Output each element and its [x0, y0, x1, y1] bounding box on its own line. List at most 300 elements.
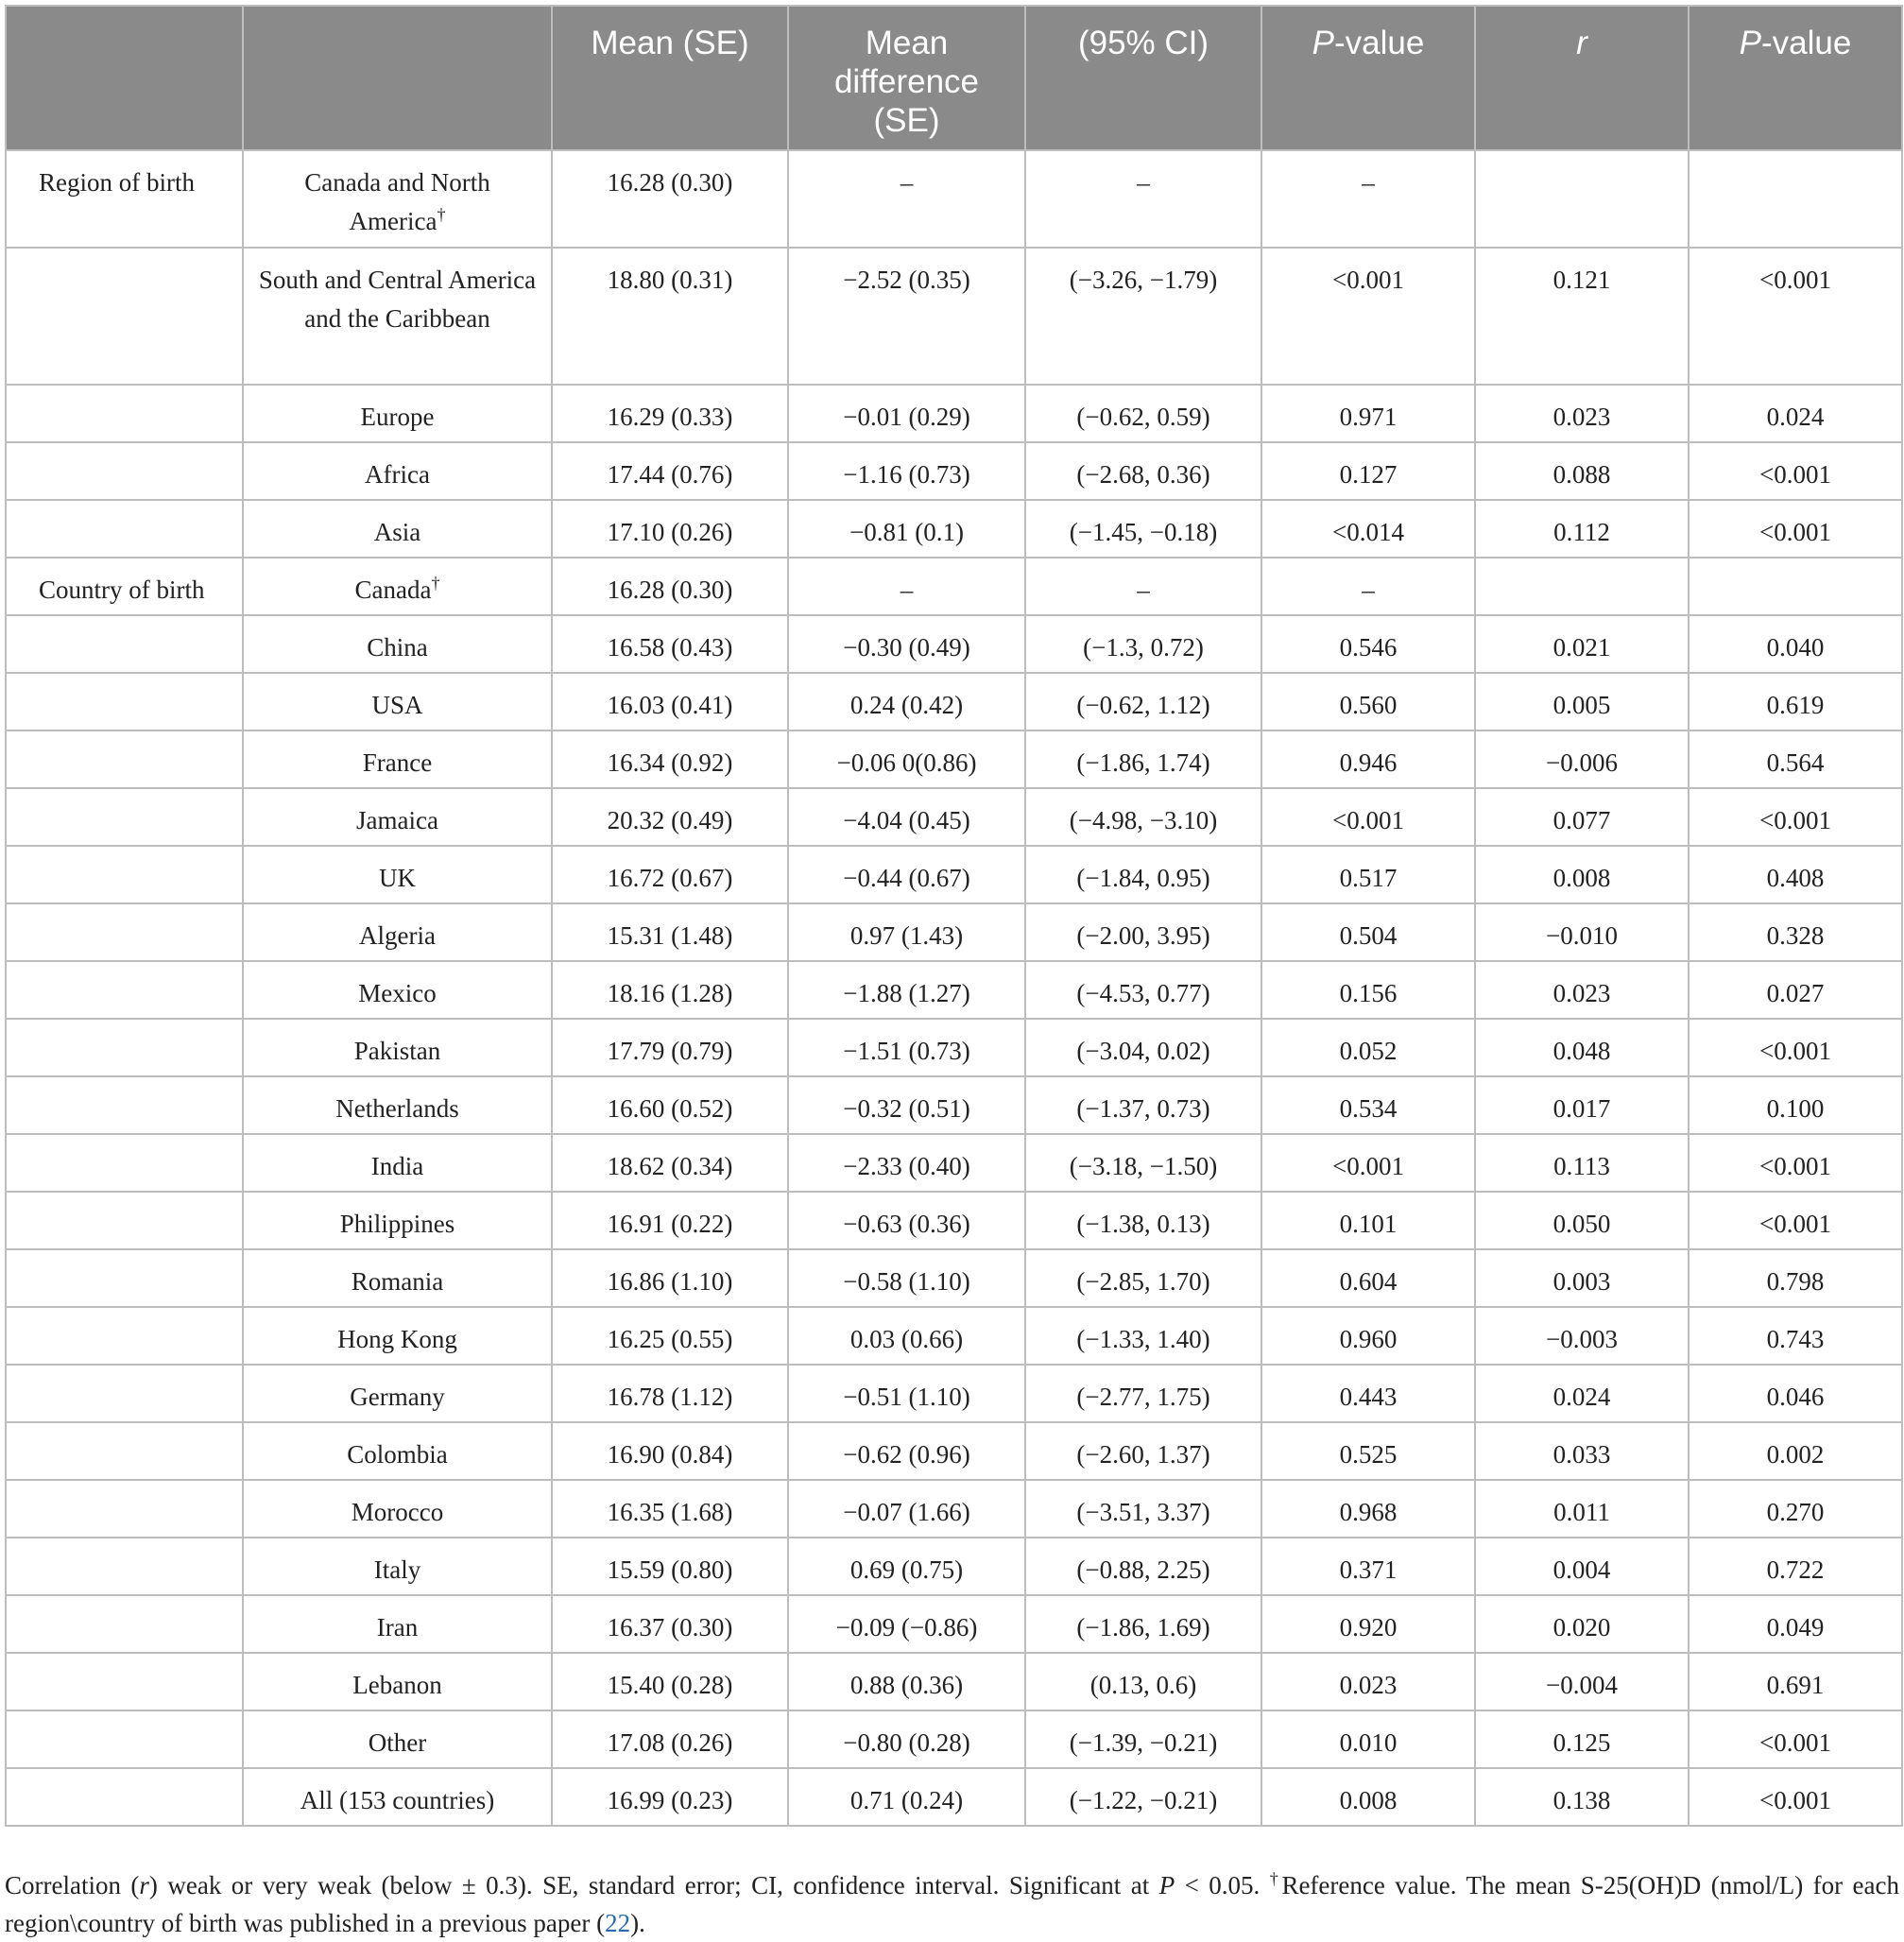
cell-p: 0.971: [1261, 385, 1475, 442]
cell-p: 0.525: [1261, 1422, 1475, 1480]
cell-label: [243, 1249, 552, 1307]
footnote-part5: ).: [630, 1909, 645, 1937]
cell-r: 0.050: [1475, 1192, 1689, 1249]
cell-group: [6, 1710, 243, 1768]
cell-p2: <0.001: [1689, 1768, 1902, 1826]
table-row: [6, 1365, 1902, 1422]
cell-r: 0.005: [1475, 673, 1689, 730]
cell-label: [243, 961, 552, 1019]
cell-r: 0.113: [1475, 1134, 1689, 1192]
cell-r: 0.023: [1475, 385, 1689, 442]
cell-r: [1475, 150, 1689, 248]
cell-ci: (−1.86, 1.69): [1025, 1595, 1261, 1653]
cell-label: [243, 1019, 552, 1076]
reference-dagger: †: [431, 574, 440, 593]
cell-label: [243, 500, 552, 558]
cell-p2: 0.027: [1689, 961, 1902, 1019]
cell-diff: −0.07 (1.66): [788, 1480, 1025, 1538]
cell-r: 0.048: [1475, 1019, 1689, 1076]
cell-p: 0.371: [1261, 1538, 1475, 1595]
cell-r: 0.004: [1475, 1538, 1689, 1595]
cell-r: 0.033: [1475, 1422, 1689, 1480]
header-mean: Mean (SE): [552, 6, 788, 150]
cell-group: [6, 903, 243, 961]
cell-r: [1475, 558, 1689, 615]
cell-mean: 16.37 (0.30): [552, 1595, 788, 1653]
cell-mean: 16.28 (0.30): [552, 558, 788, 615]
cell-mean: 17.08 (0.26): [552, 1710, 788, 1768]
table-row: [6, 1076, 1902, 1134]
cell-diff: −2.33 (0.40): [788, 1134, 1025, 1192]
cell-label: [243, 558, 552, 615]
cell-r: −0.004: [1475, 1653, 1689, 1710]
table-row: [6, 1249, 1902, 1307]
footnote-r: r: [139, 1871, 149, 1899]
cell-ci: (−0.62, 0.59): [1025, 385, 1261, 442]
cell-p: 0.960: [1261, 1307, 1475, 1365]
cell-ci: (−1.38, 0.13): [1025, 1192, 1261, 1249]
cell-diff: 0.71 (0.24): [788, 1768, 1025, 1826]
cell-label: [243, 1538, 552, 1595]
cell-ci: (−3.51, 3.37): [1025, 1480, 1261, 1538]
cell-label: [243, 1307, 552, 1365]
table-row: [6, 1480, 1902, 1538]
header-label: [243, 6, 552, 150]
header-mean-difference-line1: Mean: [865, 25, 949, 61]
cell-p2: <0.001: [1689, 788, 1902, 846]
cell-label-text: Hong Kong: [337, 1325, 457, 1353]
cell-ci: (−1.86, 1.74): [1025, 730, 1261, 788]
cell-label-text: Romania: [351, 1267, 444, 1296]
cell-label: [243, 442, 552, 500]
cell-diff: −0.58 (1.10): [788, 1249, 1025, 1307]
cell-label-text: India: [370, 1152, 424, 1180]
cell-p2: 0.024: [1689, 385, 1902, 442]
table-row: [6, 961, 1902, 1019]
cell-group: [6, 673, 243, 730]
table-row: [6, 385, 1902, 442]
table-row: [6, 248, 1902, 385]
footnote-part4: Reference value. The mean S-25(OH)D (nmol/L) for each region\country of birth was published in a previous paper (: [5, 1871, 1900, 1937]
cell-label-text: USA: [371, 691, 423, 719]
table-row: [6, 673, 1902, 730]
cell-label-text: Mexico: [358, 979, 437, 1007]
cell-label: [243, 1365, 552, 1422]
cell-r: 0.125: [1475, 1710, 1689, 1768]
header-p2-italic: P: [1739, 25, 1762, 61]
cell-p: <0.001: [1261, 248, 1475, 385]
cell-r: −0.006: [1475, 730, 1689, 788]
cell-label-text: Asia: [373, 518, 421, 546]
table-row: [6, 1192, 1902, 1249]
cell-r: 0.021: [1475, 615, 1689, 673]
cell-r: 0.023: [1475, 961, 1689, 1019]
header-p-value-2: [1689, 6, 1902, 150]
cell-mean: 16.34 (0.92): [552, 730, 788, 788]
cell-label-text: Germany: [350, 1383, 445, 1411]
cell-mean: 20.32 (0.49): [552, 788, 788, 846]
cell-ci: (−1.33, 1.40): [1025, 1307, 1261, 1365]
cell-ci: (−2.60, 1.37): [1025, 1422, 1261, 1480]
cell-group: [6, 1076, 243, 1134]
header-p2-suffix: -value: [1761, 25, 1852, 61]
cell-p2: 0.619: [1689, 673, 1902, 730]
cell-p: <0.014: [1261, 500, 1475, 558]
cell-p: 0.052: [1261, 1019, 1475, 1076]
cell-p2: [1689, 558, 1902, 615]
cell-mean: 16.78 (1.12): [552, 1365, 788, 1422]
table-row: [6, 1710, 1902, 1768]
cell-r: 0.077: [1475, 788, 1689, 846]
table-row: [6, 846, 1902, 903]
cell-label-text: Canada: [354, 576, 432, 604]
cell-group: [6, 1019, 243, 1076]
cell-label: [243, 730, 552, 788]
cell-label-text: France: [362, 748, 433, 777]
table-footnote: [5, 1866, 1899, 1942]
cell-mean: 16.60 (0.52): [552, 1076, 788, 1134]
cell-p: 0.504: [1261, 903, 1475, 961]
table-row: [6, 500, 1902, 558]
cell-label-text: Italy: [373, 1555, 421, 1584]
cell-diff: −0.81 (0.1): [788, 500, 1025, 558]
cell-group: Country of birth: [6, 558, 243, 615]
cell-diff: 0.03 (0.66): [788, 1307, 1025, 1365]
table-row: [6, 1538, 1902, 1595]
cell-mean: 16.35 (1.68): [552, 1480, 788, 1538]
cell-p2: 0.722: [1689, 1538, 1902, 1595]
cell-p: 0.008: [1261, 1768, 1475, 1826]
table-row: [6, 558, 1902, 615]
cell-p2: 0.798: [1689, 1249, 1902, 1307]
cell-ci: (−1.84, 0.95): [1025, 846, 1261, 903]
header-row: [6, 6, 1902, 150]
table-row: [6, 1768, 1902, 1826]
cell-diff: −1.88 (1.27): [788, 961, 1025, 1019]
cell-label: [243, 1480, 552, 1538]
cell-p2: 0.564: [1689, 730, 1902, 788]
cell-p: 0.517: [1261, 846, 1475, 903]
table-row: [6, 788, 1902, 846]
table-row: [6, 150, 1902, 248]
cell-label-text: Lebanon: [352, 1671, 442, 1699]
cell-mean: 16.90 (0.84): [552, 1422, 788, 1480]
table-row: [6, 730, 1902, 788]
cell-p: 0.604: [1261, 1249, 1475, 1307]
cell-group: [6, 1307, 243, 1365]
cell-diff: −0.32 (0.51): [788, 1076, 1025, 1134]
cell-ci: (−1.22, −0.21): [1025, 1768, 1261, 1826]
cell-p: 0.946: [1261, 730, 1475, 788]
header-p-value: [1261, 6, 1475, 150]
table-row: [6, 442, 1902, 500]
cell-mean: 17.79 (0.79): [552, 1019, 788, 1076]
cell-group: [6, 1653, 243, 1710]
cell-group: [6, 1538, 243, 1595]
cell-r: −0.010: [1475, 903, 1689, 961]
cell-p: 0.010: [1261, 1710, 1475, 1768]
cell-group: Region of birth: [6, 150, 243, 248]
footnote-part1: Correlation (: [5, 1871, 140, 1899]
cell-diff: −1.51 (0.73): [788, 1019, 1025, 1076]
cell-p: 0.156: [1261, 961, 1475, 1019]
cell-label: [243, 903, 552, 961]
cell-label-text: Pakistan: [353, 1037, 441, 1065]
cell-p: 0.968: [1261, 1480, 1475, 1538]
header-r: [1475, 6, 1689, 150]
cell-label: [243, 673, 552, 730]
cell-p2: <0.001: [1689, 1019, 1902, 1076]
cell-p2: 0.046: [1689, 1365, 1902, 1422]
cell-ci: (−3.26, −1.79): [1025, 248, 1261, 385]
cell-label-text: Colombia: [347, 1440, 448, 1469]
cell-label-text: Iran: [376, 1613, 419, 1641]
table-row: [6, 615, 1902, 673]
cell-p2: <0.001: [1689, 248, 1902, 385]
table-body: [6, 150, 1902, 1826]
cell-ci: (−0.62, 1.12): [1025, 673, 1261, 730]
cell-mean: 16.03 (0.41): [552, 673, 788, 730]
cell-diff: −1.16 (0.73): [788, 442, 1025, 500]
cell-diff: 0.97 (1.43): [788, 903, 1025, 961]
cell-ci: (−1.45, −0.18): [1025, 500, 1261, 558]
table-container: [5, 5, 1901, 1827]
header-mean-difference-line2: difference: [833, 63, 980, 100]
cell-r: 0.020: [1475, 1595, 1689, 1653]
cell-group: [6, 961, 243, 1019]
cell-r: 0.003: [1475, 1249, 1689, 1307]
cell-diff: 0.24 (0.42): [788, 673, 1025, 730]
cell-mean: 15.40 (0.28): [552, 1653, 788, 1710]
cell-group: [6, 1134, 243, 1192]
cell-group: [6, 248, 243, 385]
cell-label-text: Netherlands: [335, 1094, 459, 1123]
cell-p: 0.560: [1261, 673, 1475, 730]
cell-p2: 0.040: [1689, 615, 1902, 673]
table-row: [6, 1422, 1902, 1480]
cell-label-text: UK: [379, 864, 416, 892]
cell-p: 0.920: [1261, 1595, 1475, 1653]
table-row: [6, 1307, 1902, 1365]
cell-label: [243, 1653, 552, 1710]
cell-diff: 0.88 (0.36): [788, 1653, 1025, 1710]
cell-label: [243, 615, 552, 673]
cell-ci: –: [1025, 558, 1261, 615]
footnote-part2: ) weak or very weak (below ± 0.3). SE, standard error; CI, confidence interval. Significant at: [148, 1871, 1159, 1899]
cell-group: [6, 1249, 243, 1307]
cell-p: <0.001: [1261, 1134, 1475, 1192]
cell-r: 0.121: [1475, 248, 1689, 385]
cell-p: <0.001: [1261, 788, 1475, 846]
cell-p2: <0.001: [1689, 500, 1902, 558]
cell-mean: 18.80 (0.31): [552, 248, 788, 385]
cell-label-text: Philippines: [339, 1210, 455, 1238]
cell-ci: (−1.37, 0.73): [1025, 1076, 1261, 1134]
cell-group: [6, 615, 243, 673]
cell-p2: 0.743: [1689, 1307, 1902, 1365]
cell-p2: 0.691: [1689, 1653, 1902, 1710]
cell-p2: 0.270: [1689, 1480, 1902, 1538]
cell-r: 0.011: [1475, 1480, 1689, 1538]
cell-mean: 16.58 (0.43): [552, 615, 788, 673]
cell-group: [6, 1768, 243, 1826]
cell-ci: (−1.3, 0.72): [1025, 615, 1261, 673]
cell-label: [243, 248, 552, 385]
cell-p2: <0.001: [1689, 1192, 1902, 1249]
cell-label-line2: America: [349, 207, 437, 235]
header-mean-difference-line3: (SE): [873, 102, 940, 139]
cell-p: 0.023: [1261, 1653, 1475, 1710]
cell-ci: (−2.77, 1.75): [1025, 1365, 1261, 1422]
cell-mean: 16.86 (1.10): [552, 1249, 788, 1307]
header-ci: (95% CI): [1025, 6, 1261, 150]
cell-diff: –: [788, 150, 1025, 248]
table-row: [6, 1134, 1902, 1192]
table-row: [6, 1019, 1902, 1076]
cell-r: 0.024: [1475, 1365, 1689, 1422]
cell-r: 0.138: [1475, 1768, 1689, 1826]
cell-p2: <0.001: [1689, 1710, 1902, 1768]
table-row: [6, 903, 1902, 961]
cell-mean: 18.16 (1.28): [552, 961, 788, 1019]
table-row: [6, 1653, 1902, 1710]
reference-link[interactable]: 22: [605, 1909, 631, 1937]
cell-p: –: [1261, 150, 1475, 248]
cell-label: [243, 1192, 552, 1249]
cell-ci: (−4.98, −3.10): [1025, 788, 1261, 846]
header-group: [6, 6, 243, 150]
cell-mean: 15.59 (0.80): [552, 1538, 788, 1595]
cell-label: [243, 1134, 552, 1192]
cell-diff: –: [788, 558, 1025, 615]
cell-ci: (−2.68, 0.36): [1025, 442, 1261, 500]
cell-label: [243, 1595, 552, 1653]
header-p-suffix: -value: [1334, 25, 1425, 61]
cell-label-text: Europe: [360, 403, 435, 431]
cell-p2: <0.001: [1689, 1134, 1902, 1192]
table-row: [6, 1595, 1902, 1653]
cell-diff: −4.04 (0.45): [788, 788, 1025, 846]
cell-r: −0.003: [1475, 1307, 1689, 1365]
footnote-p: P: [1158, 1871, 1175, 1899]
cell-label-text: China: [367, 633, 428, 662]
cell-ci: (−0.88, 2.25): [1025, 1538, 1261, 1595]
cell-ci: (−2.00, 3.95): [1025, 903, 1261, 961]
cell-label: [243, 1076, 552, 1134]
cell-group: [6, 500, 243, 558]
cell-ci: (−3.18, −1.50): [1025, 1134, 1261, 1192]
cell-group: [6, 1480, 243, 1538]
cell-label-text: Algeria: [359, 921, 436, 950]
cell-mean: 16.91 (0.22): [552, 1192, 788, 1249]
cell-diff: −0.44 (0.67): [788, 846, 1025, 903]
cell-label: [243, 1710, 552, 1768]
header-r-italic: r: [1576, 25, 1587, 61]
cell-p: 0.443: [1261, 1365, 1475, 1422]
cell-label: [243, 846, 552, 903]
header-p-italic: P: [1312, 25, 1335, 61]
cell-diff: −0.01 (0.29): [788, 385, 1025, 442]
cell-mean: 16.99 (0.23): [552, 1768, 788, 1826]
cell-p2: 0.328: [1689, 903, 1902, 961]
cell-group: [6, 1365, 243, 1422]
header-mean-difference: [788, 6, 1025, 150]
cell-mean: 16.28 (0.30): [552, 150, 788, 248]
cell-r: 0.017: [1475, 1076, 1689, 1134]
cell-diff: −0.51 (1.10): [788, 1365, 1025, 1422]
cell-diff: −0.06 0(0.86): [788, 730, 1025, 788]
footnote-dagger: †: [1269, 1869, 1282, 1888]
cell-group: [6, 788, 243, 846]
cell-mean: 16.29 (0.33): [552, 385, 788, 442]
cell-diff: −0.63 (0.36): [788, 1192, 1025, 1249]
cell-mean: 15.31 (1.48): [552, 903, 788, 961]
cell-ci: (−4.53, 0.77): [1025, 961, 1261, 1019]
cell-diff: −0.62 (0.96): [788, 1422, 1025, 1480]
cell-p: 0.127: [1261, 442, 1475, 500]
cell-group: [6, 442, 243, 500]
cell-p2: [1689, 150, 1902, 248]
cell-mean: 17.44 (0.76): [552, 442, 788, 500]
cell-label: [243, 788, 552, 846]
cell-p2: 0.100: [1689, 1076, 1902, 1134]
cell-label-text: All (153 countries): [300, 1786, 495, 1814]
cell-mean: 16.72 (0.67): [552, 846, 788, 903]
cell-ci: (−3.04, 0.02): [1025, 1019, 1261, 1076]
cell-diff: −0.30 (0.49): [788, 615, 1025, 673]
cell-p2: 0.002: [1689, 1422, 1902, 1480]
cell-group: [6, 1595, 243, 1653]
cell-ci: –: [1025, 150, 1261, 248]
cell-group: [6, 1422, 243, 1480]
cell-p: 0.546: [1261, 615, 1475, 673]
cell-label: [243, 1422, 552, 1480]
cell-diff: 0.69 (0.75): [788, 1538, 1025, 1595]
cell-diff: −0.80 (0.28): [788, 1710, 1025, 1768]
cell-label: [243, 150, 552, 248]
cell-mean: 16.25 (0.55): [552, 1307, 788, 1365]
cell-p2: <0.001: [1689, 442, 1902, 500]
cell-p2: 0.049: [1689, 1595, 1902, 1653]
data-table: [5, 5, 1903, 1827]
cell-mean: 18.62 (0.34): [552, 1134, 788, 1192]
cell-group: [6, 1192, 243, 1249]
cell-label-text: Morocco: [351, 1498, 444, 1526]
cell-label: [243, 385, 552, 442]
reference-dagger: †: [437, 205, 446, 224]
cell-diff: −2.52 (0.35): [788, 248, 1025, 385]
cell-label-text: South and Central America and the Caribbean: [258, 266, 537, 333]
cell-label: [243, 1768, 552, 1826]
cell-group: [6, 730, 243, 788]
cell-label-text: Africa: [365, 460, 430, 489]
cell-p2: 0.408: [1689, 846, 1902, 903]
cell-group: [6, 385, 243, 442]
cell-label-text: Jamaica: [356, 806, 438, 834]
cell-ci: (−1.39, −0.21): [1025, 1710, 1261, 1768]
cell-p: –: [1261, 558, 1475, 615]
cell-p: 0.101: [1261, 1192, 1475, 1249]
footnote-part3: < 0.05.: [1175, 1871, 1270, 1899]
cell-label-line1: Canada and North: [304, 168, 490, 197]
cell-mean: 17.10 (0.26): [552, 500, 788, 558]
cell-label-text: Other: [368, 1728, 427, 1757]
cell-diff: −0.09 (−0.86): [788, 1595, 1025, 1653]
cell-p: 0.534: [1261, 1076, 1475, 1134]
cell-ci: (0.13, 0.6): [1025, 1653, 1261, 1710]
cell-group: [6, 846, 243, 903]
cell-r: 0.008: [1475, 846, 1689, 903]
